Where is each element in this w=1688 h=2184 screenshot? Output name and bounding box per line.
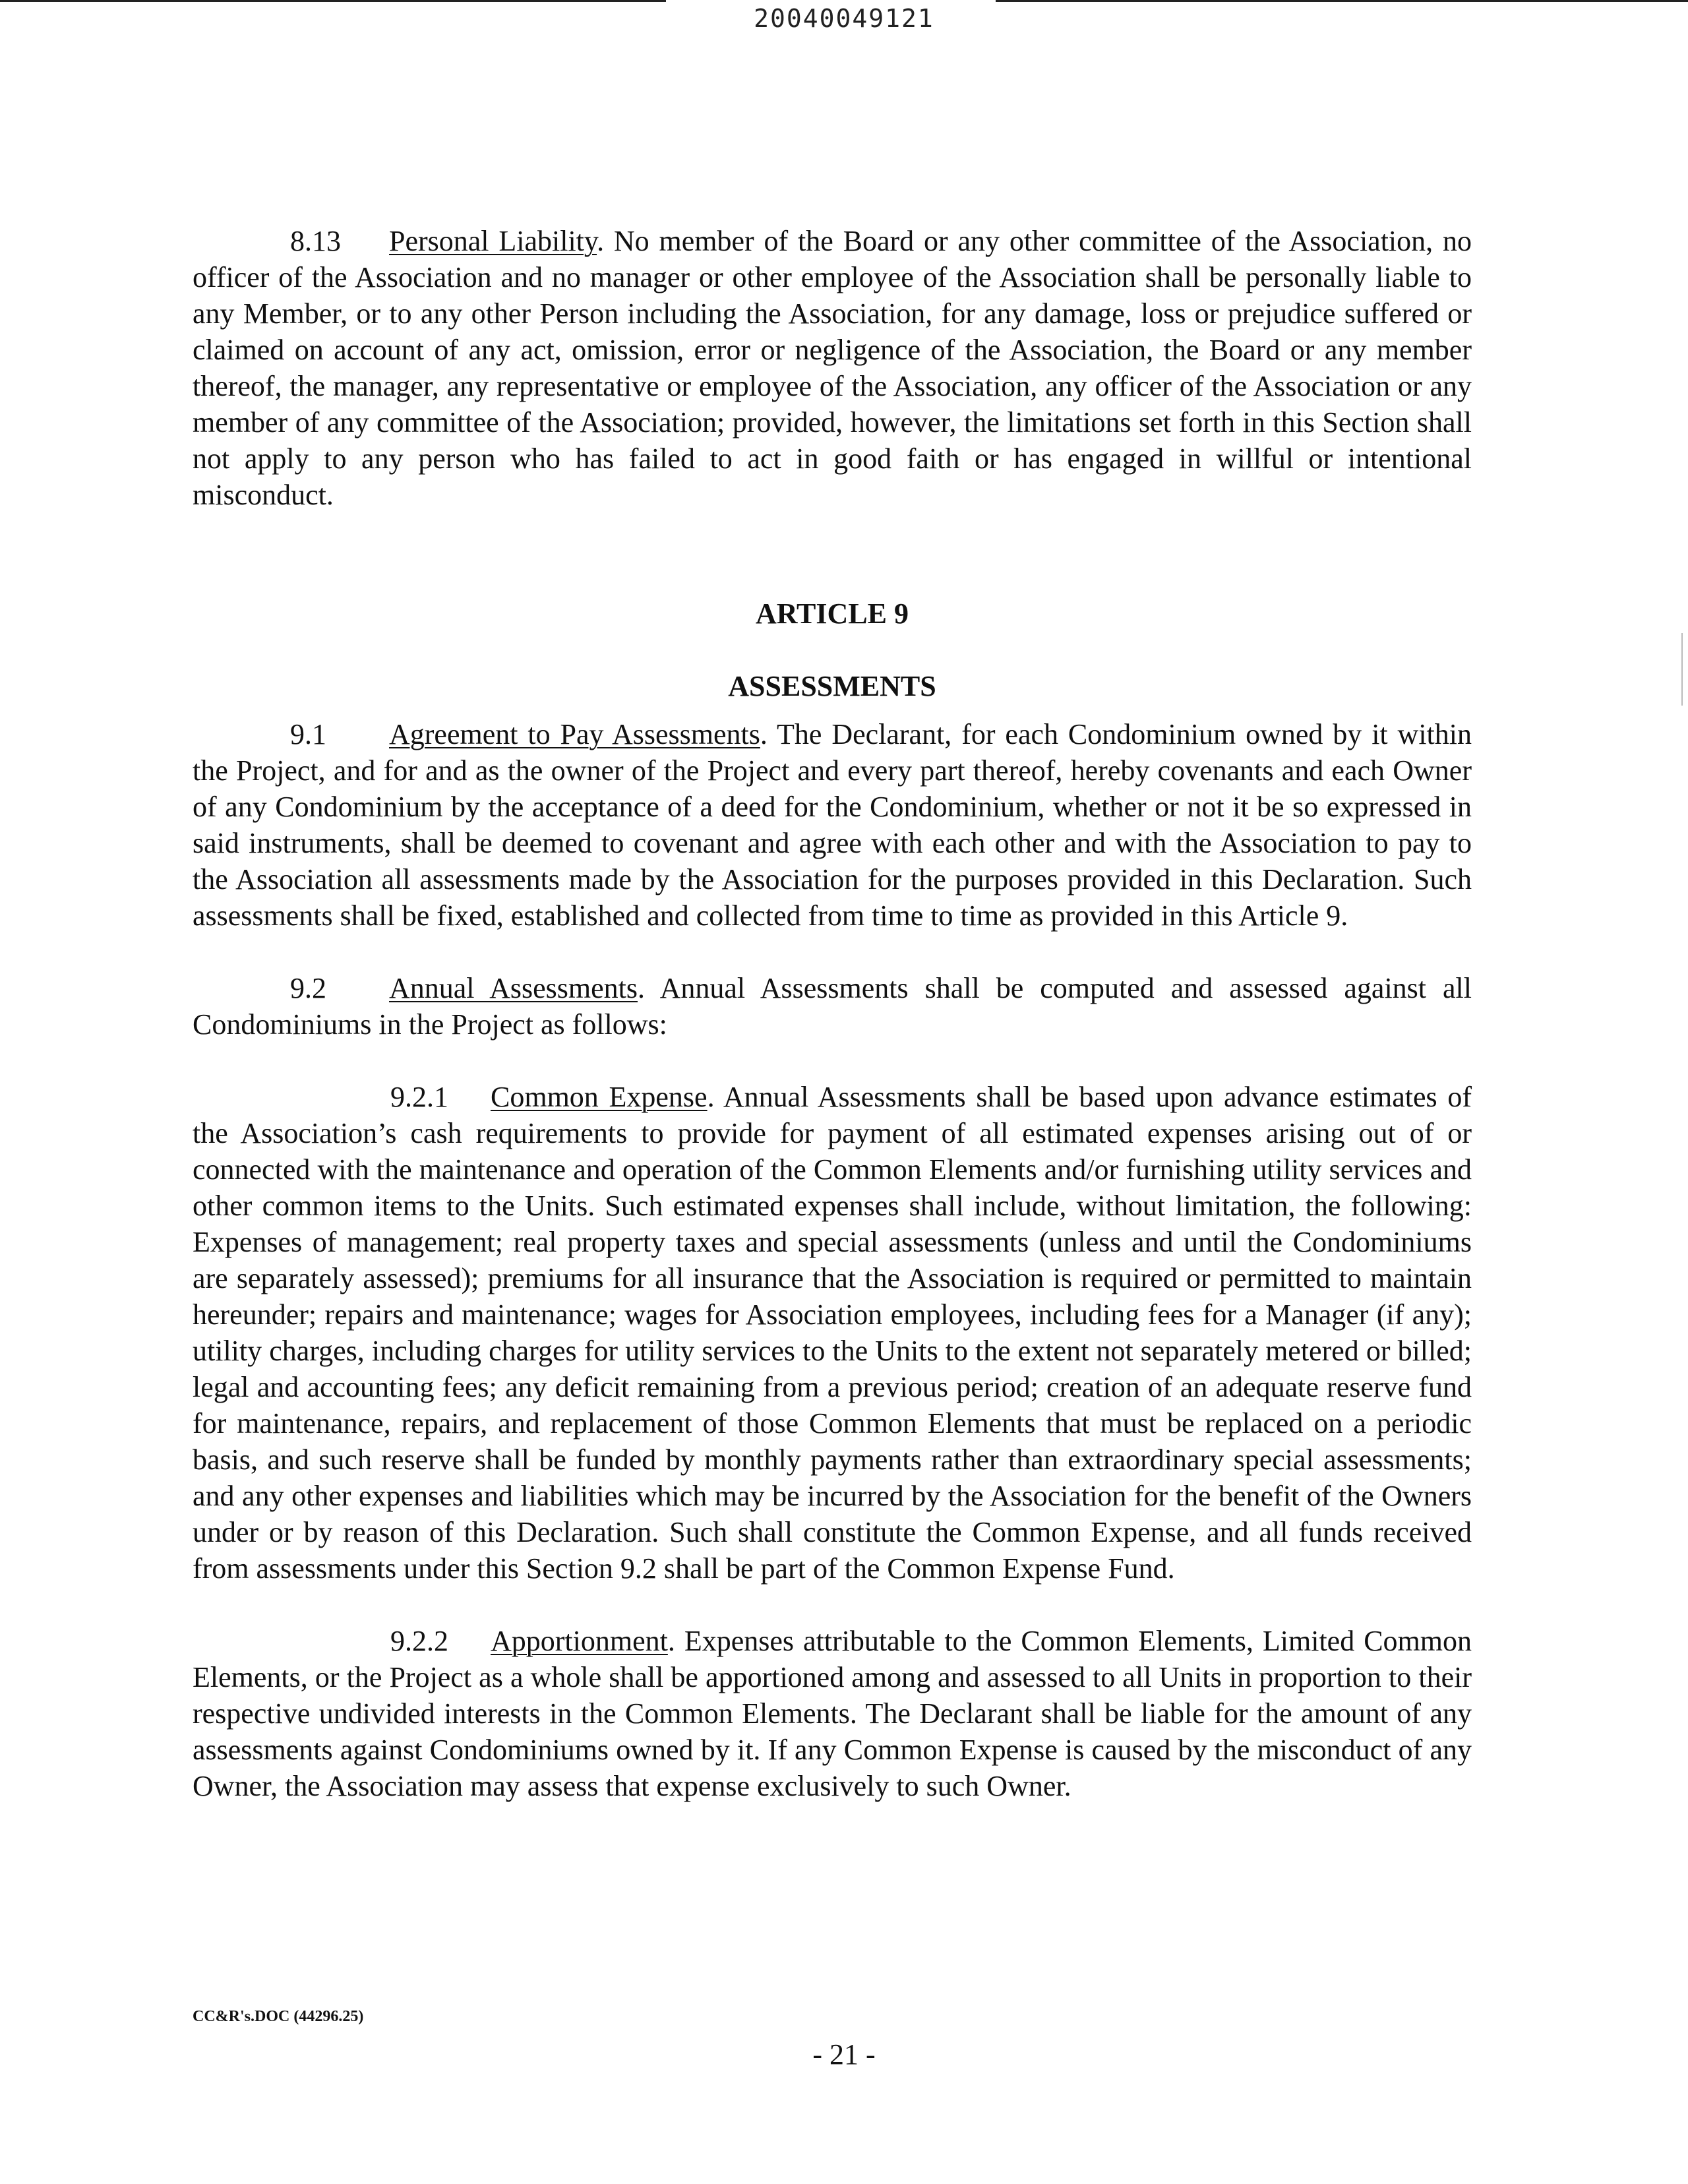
spacer xyxy=(193,934,1472,970)
scan-edge-mark xyxy=(1681,633,1683,706)
section-9-2-1 xyxy=(193,1079,1472,1587)
section-body: . Annual Assessments shall be based upon advance estimates of the Association’s cash requirements to provide for payment of all estimated expenses arising out of or connected with the maintenance and operation of the Common Elements and/or furnishing utility services and other common items to the Units. Such estimated expenses shall include, without limitation, the following: Expenses of management; real property taxes and special assessments (unless and until the Condominiums are separately assessed); premiums for all insurance that the Association is required or permitted to maintain hereunder; repairs and maintenance; wages for Association employees, including fees for a Manager (if any); utility charges, including charges for utility services to the Units to the extent not separately metered or billed; legal and accounting fees; any deficit remaining from a previous period; creation of an adequate reserve fund for maintenance, repairs, and replacement of those Common Elements that must be replaced on a periodic basis, and such reserve shall be funded by monthly payments rather than extraordinary special assessments; and any other expenses and liabilities which may be incurred by the Association for the benefit of the Owners under or by reason of this Declaration. Such shall constitute the Common Expense, and all funds received from assessments under this Section 9.2 shall be part of the Common Expense Fund. xyxy=(193,1081,1472,1585)
article-label: ARTICLE 9 xyxy=(756,597,909,630)
section-number: 9.1 xyxy=(290,718,326,750)
section-body: . The Declarant, for each Condominium owned by it within the Project, and for and as the owner of the Project and every part thereof, hereby covenants and each Owner of any Condominium by the acceptance of a deed for the Condominium, whether or not it be so expressed in said instruments, shall be deemed to covenant and agree with each other and with the Association to pay to the Association all assessments made by the Association for the purposes provided in this Declaration. Such assessments shall be fixed, established and collected from time to time as provided in this Article 9. xyxy=(193,718,1472,932)
section-heading: Annual Assessments xyxy=(389,972,638,1004)
spacer xyxy=(193,632,1472,668)
document-number: 20040049121 xyxy=(754,4,934,33)
spacer xyxy=(193,1587,1472,1623)
footer-page-number: - 21 - xyxy=(812,2038,876,2071)
top-edge-rule-right xyxy=(996,0,1688,2)
section-body: . Annual Assessments shall be computed and assessed against all Condominiums in the Project as follows: xyxy=(193,972,1472,1041)
section-number: 9.2.2 xyxy=(390,1625,448,1657)
document-page xyxy=(193,223,1472,1804)
section-heading: Agreement to Pay Assessments xyxy=(389,718,760,750)
section-heading: Personal Liability xyxy=(389,225,597,257)
footer-file-reference: CC&R's.DOC (44296.25) xyxy=(193,2008,364,2025)
section-9-2 xyxy=(193,970,1472,1043)
section-body: . Expenses attributable to the Common Elements, Limited Common Elements, or the Project as a whole shall be apportioned among and assessed to all Units in proportion to their respective undivided interests in the Common Elements. The Declarant shall be liable for the amount of any assessments against Condominiums owned by it. If any Common Expense is caused by the misconduct of any Owner, the Association may assess that expense exclusively to such Owner. xyxy=(193,1625,1472,1802)
section-8-13 xyxy=(193,223,1472,513)
section-heading: Common Expense xyxy=(491,1081,708,1113)
article-title: ASSESSMENTS xyxy=(728,670,936,702)
section-number: 9.2 xyxy=(290,972,326,1004)
section-number: 9.2.1 xyxy=(390,1081,448,1113)
spacer xyxy=(193,1043,1472,1079)
section-9-1 xyxy=(193,716,1472,934)
section-body: . No member of the Board or any other committee of the Association, no officer of the Association and no manager or other employee of the Association shall be personally liable to any Member, or to any other Person including the Association, for any damage, loss or prejudice suffered or claimed on account of any act, omission, error or negligence of the Association, the Board or any member thereof, the manager, any representative or employee of the Association, any officer of the Association or any member of any committee of the Association; provided, however, the limitations set forth in this Section shall not apply to any person who has failed to act in good faith or has engaged in willful or intentional misconduct. xyxy=(193,225,1472,511)
top-edge-rule-left xyxy=(0,0,666,2)
section-number: 8.13 xyxy=(290,225,341,257)
section-9-2-2 xyxy=(193,1623,1472,1804)
spacer xyxy=(193,704,1472,716)
section-heading: Apportionment xyxy=(491,1625,668,1657)
spacer xyxy=(193,513,1472,595)
